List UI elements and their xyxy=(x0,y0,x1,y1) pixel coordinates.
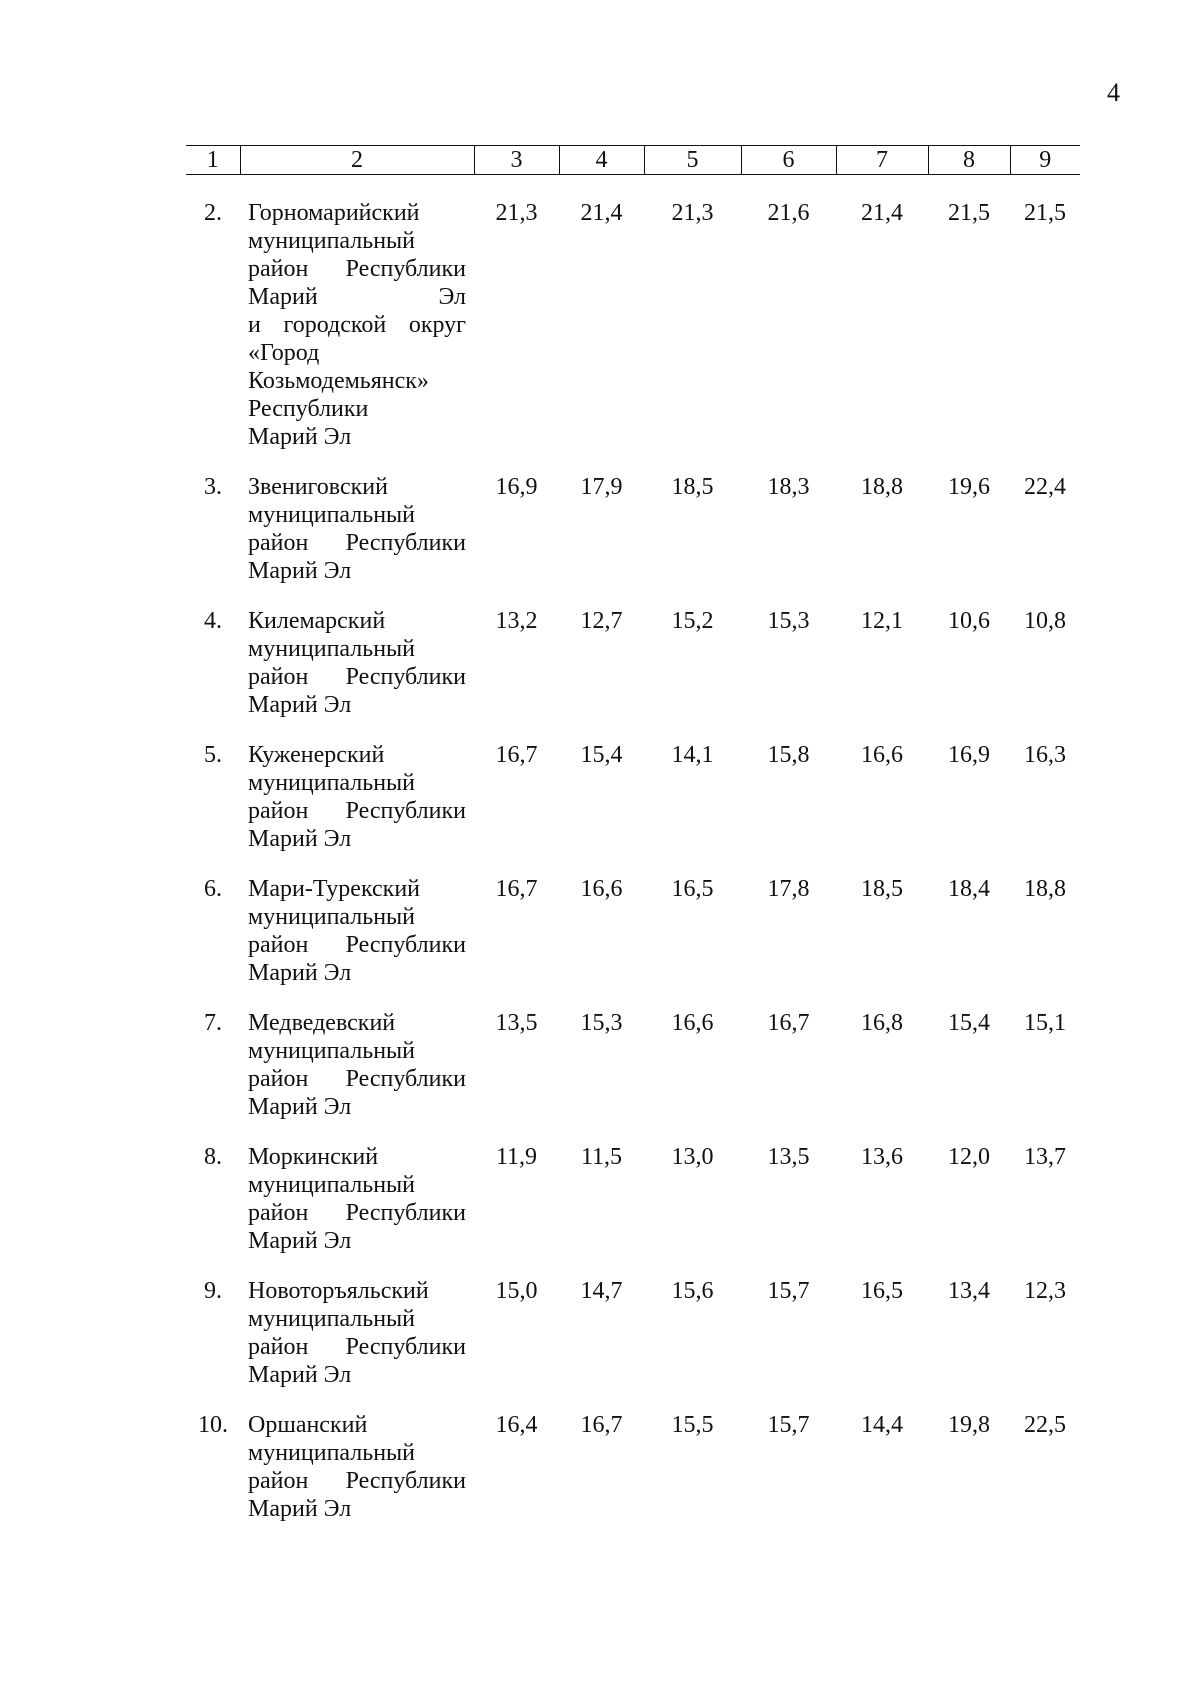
column-header-3: 3 xyxy=(474,146,559,175)
territory-name-line: Марий Эл xyxy=(248,826,352,852)
value-cell-col-5: 16,5 xyxy=(671,876,714,902)
table-row xyxy=(186,1143,1080,1277)
column-header-6: 6 xyxy=(741,146,836,175)
value-cell-col-3: 15,0 xyxy=(495,1278,538,1304)
value-cell-col-4: 16,6 xyxy=(580,876,623,902)
territory-name-line: район Республики xyxy=(248,932,466,958)
value-cell-col-9: 12,3 xyxy=(1024,1278,1066,1304)
territory-name-line: район Республики xyxy=(248,664,466,690)
value-cell-col-9: 18,8 xyxy=(1024,876,1066,902)
table-row xyxy=(186,1009,1080,1143)
value-cell-col-5: 13,0 xyxy=(671,1144,714,1170)
header-spacer xyxy=(186,175,1080,200)
value-cell-col-8: 12,0 xyxy=(948,1144,990,1170)
value-cell-col-7: 16,6 xyxy=(861,742,903,768)
value-cell-col-9: 10,8 xyxy=(1024,608,1066,634)
header-row xyxy=(186,146,1080,175)
territory-name-line: район Республики xyxy=(248,530,466,556)
territory-name-line: муниципальный xyxy=(248,1306,416,1332)
territory-name-line: Моркинский xyxy=(248,1144,379,1170)
row-number: 9. xyxy=(204,1278,222,1304)
value-cell-col-9: 22,4 xyxy=(1024,474,1066,500)
territory-name xyxy=(240,1277,474,1411)
value-cell-col-7: 14,4 xyxy=(861,1412,903,1438)
value-cell-col-8: 13,4 xyxy=(948,1278,990,1304)
value-cell-col-7: 12,1 xyxy=(861,608,903,634)
value-cell-col-5: 15,2 xyxy=(671,608,714,634)
territory-name-line: муниципальный xyxy=(248,770,416,796)
value-cell-col-8: 21,5 xyxy=(948,200,990,226)
value-cell-col-6: 13,5 xyxy=(767,1144,810,1170)
table-row xyxy=(186,875,1080,1009)
value-cell-col-5: 15,6 xyxy=(671,1278,714,1304)
row-number: 5. xyxy=(204,742,222,768)
territory-name-line: муниципальный xyxy=(248,228,416,254)
territory-name xyxy=(240,1009,474,1143)
territory-name-line: Марий Эл xyxy=(248,284,466,310)
value-cell-col-7: 18,8 xyxy=(861,474,903,500)
territory-name-line: Марий Эл xyxy=(248,692,352,718)
territory-name-line: Марий Эл xyxy=(248,1094,352,1120)
territory-name-line: муниципальный xyxy=(248,502,416,528)
territory-name-line: район Республики xyxy=(248,1066,466,1092)
territory-name-line: муниципальный xyxy=(248,1038,416,1064)
column-header-1: 1 xyxy=(186,146,240,175)
territory-name-line: Горномарийский xyxy=(248,200,420,226)
value-cell-col-3: 16,7 xyxy=(495,742,538,768)
value-cell-col-8: 15,4 xyxy=(948,1010,990,1036)
territory-name-line: Марий Эл xyxy=(248,960,352,986)
value-cell-col-3: 16,9 xyxy=(495,474,538,500)
territory-name-line: Звениговский xyxy=(248,474,388,500)
value-cell-col-4: 12,7 xyxy=(580,608,623,634)
value-cell-col-9: 15,1 xyxy=(1024,1010,1066,1036)
territory-name-line: Козьмодемьянск» xyxy=(248,368,429,394)
territory-name-line: район Республики xyxy=(248,256,466,282)
value-cell-col-3: 13,2 xyxy=(495,608,538,634)
value-cell-col-3: 16,7 xyxy=(495,876,538,902)
column-header-8: 8 xyxy=(928,146,1010,175)
territory-name xyxy=(240,607,474,741)
value-cell-col-6: 21,6 xyxy=(767,200,810,226)
territory-name-line: Республики xyxy=(248,396,369,422)
value-cell-col-4: 14,7 xyxy=(580,1278,623,1304)
value-cell-col-8: 16,9 xyxy=(948,742,990,768)
territory-name-line: муниципальный xyxy=(248,1172,416,1198)
table-body xyxy=(186,175,1080,1546)
value-cell-col-6: 15,3 xyxy=(767,608,810,634)
territory-name xyxy=(240,1411,474,1545)
territory-name-line: Оршанский xyxy=(248,1412,368,1438)
value-cell-col-5: 15,5 xyxy=(671,1412,714,1438)
row-number: 8. xyxy=(204,1144,222,1170)
row-number: 6. xyxy=(204,876,222,902)
value-cell-col-7: 18,5 xyxy=(861,876,903,902)
value-cell-col-8: 19,6 xyxy=(948,474,990,500)
value-cell-col-8: 19,8 xyxy=(948,1412,990,1438)
territory-name-line: Новоторъяльский xyxy=(248,1278,429,1304)
value-cell-col-4: 21,4 xyxy=(580,200,623,226)
territory-name-line: район Республики xyxy=(248,1334,466,1360)
value-cell-col-5: 18,5 xyxy=(671,474,714,500)
territory-name-line: муниципальный xyxy=(248,1440,416,1466)
table-row xyxy=(186,607,1080,741)
territory-name-line: «Город xyxy=(248,340,320,366)
value-cell-col-4: 15,4 xyxy=(580,742,623,768)
row-number: 10. xyxy=(198,1412,228,1438)
territory-name-line: Марий Эл xyxy=(248,1496,352,1522)
page-number: 4 xyxy=(1107,78,1120,107)
territory-name-line: Мари-Турекский xyxy=(248,876,421,902)
table-row xyxy=(186,741,1080,875)
value-cell-col-5: 21,3 xyxy=(671,200,714,226)
column-header-5: 5 xyxy=(644,146,741,175)
value-cell-col-4: 16,7 xyxy=(580,1412,623,1438)
row-number: 4. xyxy=(204,608,222,634)
value-cell-col-6: 15,8 xyxy=(767,742,810,768)
value-cell-col-3: 13,5 xyxy=(495,1010,538,1036)
column-header-4: 4 xyxy=(559,146,644,175)
row-number: 3. xyxy=(204,474,222,500)
column-header-2: 2 xyxy=(240,146,474,175)
value-cell-col-9: 13,7 xyxy=(1024,1144,1066,1170)
column-header-7: 7 xyxy=(836,146,928,175)
table-header xyxy=(186,146,1080,175)
value-cell-col-6: 15,7 xyxy=(767,1278,810,1304)
value-cell-col-8: 10,6 xyxy=(948,608,990,634)
value-cell-col-9: 21,5 xyxy=(1024,200,1066,226)
table-row xyxy=(186,1411,1080,1545)
value-cell-col-9: 22,5 xyxy=(1024,1412,1066,1438)
table-row xyxy=(186,199,1080,473)
territory-name xyxy=(240,473,474,607)
value-cell-col-6: 17,8 xyxy=(767,876,810,902)
value-cell-col-5: 16,6 xyxy=(671,1010,714,1036)
value-cell-col-4: 17,9 xyxy=(580,474,623,500)
territory-name-line: Куженерский xyxy=(248,742,385,768)
territory-name-line: район Республики xyxy=(248,798,466,824)
data-table xyxy=(186,145,1080,1545)
territory-name-line: район Республики xyxy=(248,1468,466,1494)
value-cell-col-9: 16,3 xyxy=(1024,742,1066,768)
value-cell-col-8: 18,4 xyxy=(948,876,990,902)
territory-name xyxy=(240,1143,474,1277)
territory-name-line: Марий Эл xyxy=(248,1228,352,1254)
value-cell-col-6: 16,7 xyxy=(767,1010,810,1036)
value-cell-col-3: 11,9 xyxy=(495,1144,538,1170)
value-cell-col-7: 13,6 xyxy=(861,1144,903,1170)
value-cell-col-3: 16,4 xyxy=(495,1412,538,1438)
territory-name-line: и городской округ xyxy=(248,312,466,338)
territory-name xyxy=(240,875,474,1009)
value-cell-col-7: 16,8 xyxy=(861,1010,903,1036)
value-cell-col-5: 14,1 xyxy=(671,742,714,768)
value-cell-col-7: 21,4 xyxy=(861,200,903,226)
value-cell-col-7: 16,5 xyxy=(861,1278,903,1304)
table-row xyxy=(186,473,1080,607)
value-cell-col-6: 18,3 xyxy=(767,474,810,500)
territory-name xyxy=(240,199,474,473)
territory-name-line: Медведевский xyxy=(248,1010,396,1036)
territory-name-line: муниципальный xyxy=(248,636,416,662)
value-cell-col-3: 21,3 xyxy=(495,200,538,226)
territory-name-line: Марий Эл xyxy=(248,558,352,584)
territory-name-line: район Республики xyxy=(248,1200,466,1226)
value-cell-col-4: 15,3 xyxy=(580,1010,623,1036)
row-number: 2. xyxy=(204,200,222,226)
territory-name-line: Килемарский xyxy=(248,608,386,634)
territory-name xyxy=(240,741,474,875)
value-cell-col-6: 15,7 xyxy=(767,1412,810,1438)
territory-name-line: муниципальный xyxy=(248,904,416,930)
value-cell-col-4: 11,5 xyxy=(580,1144,623,1170)
territory-name-line: Марий Эл xyxy=(248,424,352,450)
territory-name-line: Марий Эл xyxy=(248,1362,352,1388)
table-row xyxy=(186,1277,1080,1411)
column-header-9: 9 xyxy=(1010,146,1080,175)
row-number: 7. xyxy=(204,1010,222,1036)
